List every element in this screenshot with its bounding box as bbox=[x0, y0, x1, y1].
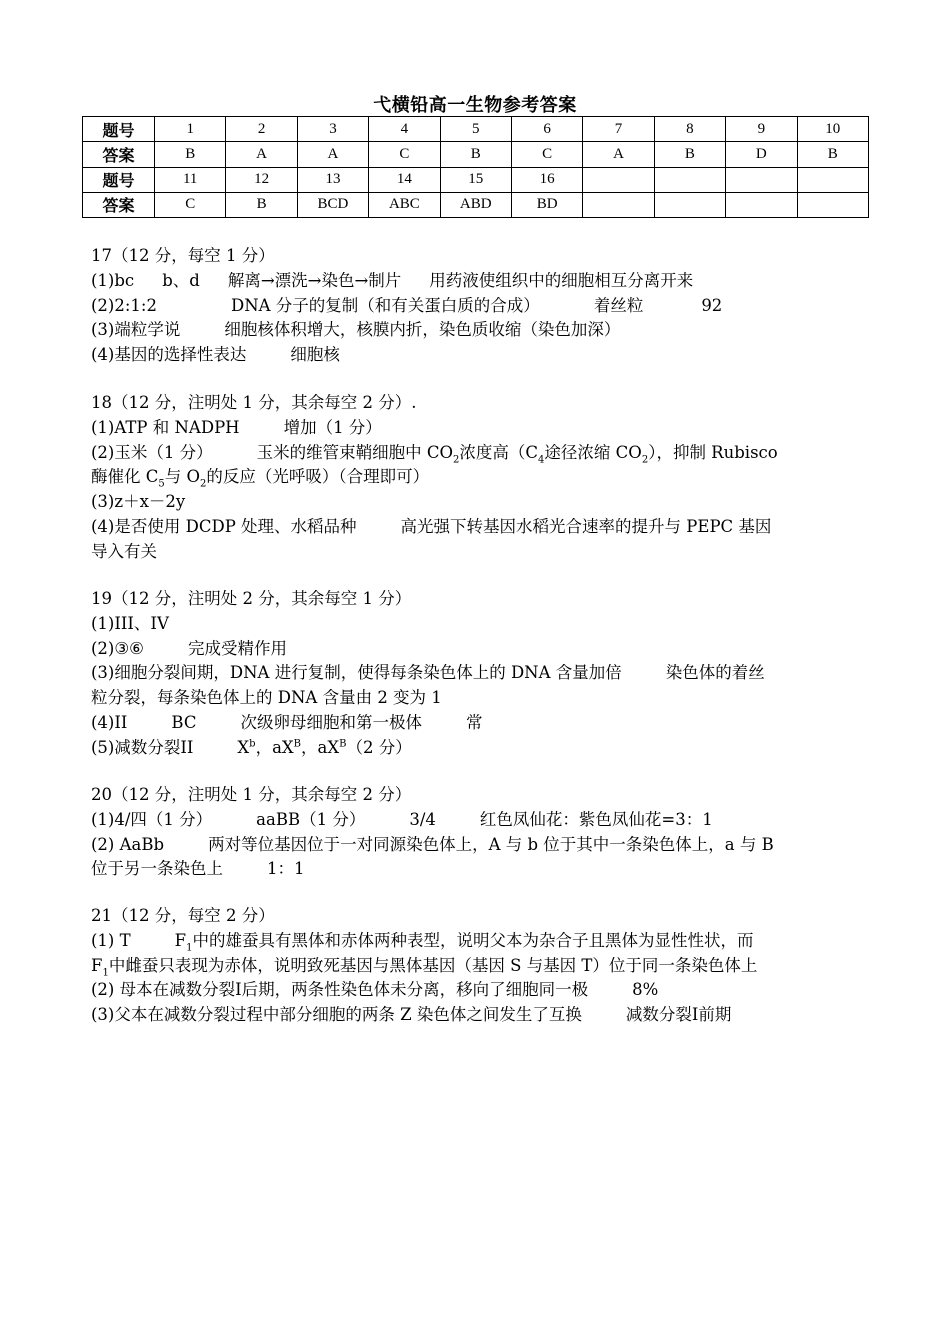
answer-21-3-b: 8% bbox=[632, 980, 659, 1000]
answer-17-3-b: 细胞核体积增大，核膜内折，染色质收缩（染色加深） bbox=[224, 320, 621, 340]
answer-19-line-3 bbox=[91, 661, 871, 686]
table-cell: B bbox=[797, 142, 868, 167]
answer-18-2-b: 玉米的维管束鞘细胞中 $CO_2$浓度高（$C_4$途径浓缩 $CO_2$），抑制 Rubisco bbox=[256, 442, 778, 465]
answer-21-heading: 21（12 分，每空 2 分） bbox=[91, 906, 275, 925]
table-cell: 16 bbox=[511, 167, 582, 192]
answer-18-line-3: 酶催化 $C_5$与 $O_2$的反应（光呼吸）（合理即可） bbox=[91, 467, 430, 490]
table-cell: 10 bbox=[797, 117, 868, 142]
answer-20-heading: 20（12 分，注明处 1 分，其余每空 2 分） bbox=[91, 785, 412, 804]
table-cell: A bbox=[583, 142, 654, 167]
table-cell: C bbox=[155, 192, 226, 217]
answer-17-4-a: (4)基因的选择性表达 bbox=[91, 345, 247, 365]
table-cell: ABC bbox=[369, 192, 440, 217]
answer-20-line-2 bbox=[91, 833, 871, 858]
table-cell: 5 bbox=[440, 117, 511, 142]
table-cell: 13 bbox=[297, 167, 368, 192]
answer-key-table bbox=[82, 116, 869, 218]
answer-19-5-a: (4)II bbox=[91, 712, 128, 732]
answer-20-3-b: 1：1 bbox=[267, 859, 305, 879]
table-cell bbox=[797, 192, 868, 217]
answer-18-line-6: 导入有关 bbox=[91, 541, 157, 561]
answer-19-line-5 bbox=[91, 711, 871, 736]
table-cell: B bbox=[226, 192, 297, 217]
answer-17-heading: 17（12 分，每空 1 分） bbox=[91, 246, 275, 265]
answer-18-heading: 18（12 分，注明处 1 分，其余每空 2 分）. bbox=[91, 393, 417, 412]
answer-19-line-4: 粒分裂，每条染色体上的 DNA 含量由 2 变为 1 bbox=[91, 688, 442, 708]
table-cell: 4 bbox=[369, 117, 440, 142]
answer-20-1-a: (1)4/四（1 分） bbox=[91, 809, 213, 829]
table-cell: B bbox=[654, 142, 725, 167]
answer-19-3-a: (3)细胞分裂间期，DNA 进行复制，使得每条染色体上的 DNA 含量加倍 bbox=[91, 663, 622, 683]
table-cell: ABD bbox=[440, 192, 511, 217]
table-cell: 6 bbox=[511, 117, 582, 142]
answer-19-5-c: 次级卵母细胞和第一极体 bbox=[240, 712, 422, 732]
answer-21 bbox=[91, 904, 871, 1028]
answer-17-2-d: 92 bbox=[701, 295, 723, 315]
answer-21-1-a: (1) T bbox=[91, 930, 131, 950]
table-cell bbox=[654, 167, 725, 192]
answer-18-line-2 bbox=[91, 441, 871, 466]
answer-17-1-a: (1)bc bbox=[91, 270, 135, 290]
row-label: 题号 bbox=[83, 117, 155, 142]
table-cell bbox=[583, 167, 654, 192]
answer-18-line-1 bbox=[91, 416, 871, 441]
answer-20-2-a: (2) AaBb bbox=[91, 834, 165, 854]
answer-21-3-a: (2) 母本在减数分裂Ⅰ后期，两条性染色体未分离，移向了细胞同一极 bbox=[91, 980, 589, 1000]
table-cell: 3 bbox=[297, 117, 368, 142]
answer-18-1-b: 增加（1 分） bbox=[283, 417, 382, 437]
answer-17-1-d: 用药液使组织中的细胞相互分离开来 bbox=[429, 270, 694, 290]
question-number-row-1 bbox=[83, 117, 869, 142]
answer-17-2-c: 着丝粒 bbox=[593, 295, 644, 315]
table-cell: 15 bbox=[440, 167, 511, 192]
table-cell: A bbox=[226, 142, 297, 167]
answer-18-5-a: (4)是否使用 DCDP 处理、水稻品种 bbox=[91, 516, 357, 536]
document-title: 弋横铅高一生物参考答案 bbox=[373, 95, 577, 116]
answer-18-line-4: (3)z＋x－2y bbox=[91, 492, 186, 512]
table-cell: B bbox=[155, 142, 226, 167]
table-cell: BCD bbox=[297, 192, 368, 217]
answer-19-2-b: 完成受精作用 bbox=[187, 638, 287, 658]
table-cell bbox=[797, 167, 868, 192]
table-cell bbox=[726, 167, 797, 192]
answer-20 bbox=[91, 783, 871, 882]
table-cell: 2 bbox=[226, 117, 297, 142]
answer-17-4-b: 细胞核 bbox=[290, 345, 340, 365]
table-cell: 7 bbox=[583, 117, 654, 142]
answer-21-line-3 bbox=[91, 978, 871, 1003]
answer-19-line-6 bbox=[91, 736, 871, 761]
answer-18-5-b: 高光强下转基因水稻光合速率的提升与 PEPC 基因 bbox=[400, 516, 772, 536]
table-cell: BD bbox=[511, 192, 582, 217]
answer-19-6-a: (5)减数分裂II bbox=[91, 737, 194, 757]
answer-21-4-a: (3)父本在减数分裂过程中部分细胞的两条 Z 染色体之间发生了互换 bbox=[91, 1005, 582, 1025]
answer-21-line-4 bbox=[91, 1003, 871, 1028]
answer-19-line-1: (1)III、IV bbox=[91, 613, 169, 633]
answer-20-1-d: 红色凤仙花：紫色凤仙花=3：1 bbox=[479, 809, 713, 829]
table-cell: 8 bbox=[654, 117, 725, 142]
table-cell: C bbox=[369, 142, 440, 167]
answer-17-line-4 bbox=[91, 343, 871, 368]
answer-19-6-b: $X^b$，$aX^B$，$aX^B(2$ 分） bbox=[237, 737, 412, 757]
answer-20-line-1 bbox=[91, 808, 871, 833]
table-cell: 11 bbox=[155, 167, 226, 192]
answer-18-line-5 bbox=[91, 515, 871, 540]
answer-20-1-b: aaBB（1 分） bbox=[256, 809, 366, 829]
answer-18-2-a: (2)玉米（1 分） bbox=[91, 442, 213, 462]
answer-19 bbox=[91, 587, 871, 761]
table-cell: 14 bbox=[369, 167, 440, 192]
table-cell bbox=[726, 192, 797, 217]
answer-20-1-c: 3/4 bbox=[409, 809, 436, 829]
answer-17 bbox=[91, 244, 871, 368]
answer-20-2-b: 两对等位基因位于一对同源染色体上，A 与 b 位于其中一条染色体上，a 与 B bbox=[208, 834, 774, 854]
answer-17-3-a: (3)端粒学说 bbox=[91, 320, 181, 340]
row-label: 题号 bbox=[83, 167, 155, 192]
answer-19-5-d: 常 bbox=[465, 712, 483, 732]
table-cell: C bbox=[511, 142, 582, 167]
answer-17-1-c: 解离→漂洗→染色→制片 bbox=[227, 270, 402, 290]
answer-17-1-b: b、d bbox=[162, 270, 200, 290]
answer-17-2-b: DNA 分子的复制（和有关蛋白质的合成） bbox=[230, 295, 540, 315]
answer-row-2 bbox=[83, 192, 869, 217]
answer-21-4-b: 减数分裂Ⅰ前期 bbox=[625, 1005, 732, 1025]
row-label: 答案 bbox=[83, 192, 155, 217]
table-cell bbox=[583, 192, 654, 217]
answer-21-line-2: $F_1$中雌蚕只表现为赤体，说明致死基因与黑体基因（基因 S 与基因 T）位于同一条染色体上 bbox=[91, 955, 758, 978]
answer-21-1-b: $F_1$中的雄蚕具有黑体和赤体两种表型，说明父本为杂合子且黑体为显性性状，而 bbox=[174, 930, 754, 954]
answer-18-1-a: (1)ATP 和 NADPH bbox=[91, 417, 240, 437]
answer-18 bbox=[91, 391, 871, 565]
table-cell: 9 bbox=[726, 117, 797, 142]
table-cell: D bbox=[726, 142, 797, 167]
answer-19-heading: 19（12 分，注明处 2 分，其余每空 1 分） bbox=[91, 589, 412, 608]
table-cell: 12 bbox=[226, 167, 297, 192]
answer-17-line-2 bbox=[91, 294, 871, 319]
table-cell: 1 bbox=[155, 117, 226, 142]
answer-19-2-a: (2)③⑥ bbox=[91, 638, 144, 658]
answer-20-line-3 bbox=[91, 857, 871, 882]
table-cell: B bbox=[440, 142, 511, 167]
table-cell: A bbox=[297, 142, 368, 167]
answer-19-3-b: 染色体的着丝 bbox=[665, 663, 765, 683]
answer-21-line-1 bbox=[91, 929, 871, 954]
answer-19-5-b: BC bbox=[171, 712, 197, 732]
answer-20-3-a: 位于另一条染色上 bbox=[91, 859, 223, 879]
answer-row-1 bbox=[83, 142, 869, 167]
answer-17-2-a: (2)2:1:2 bbox=[91, 295, 157, 315]
table-cell bbox=[654, 192, 725, 217]
answer-17-line-3 bbox=[91, 318, 871, 343]
question-number-row-2 bbox=[83, 167, 869, 192]
row-label: 答案 bbox=[83, 142, 155, 167]
answer-19-line-2 bbox=[91, 637, 871, 662]
answer-17-line-1 bbox=[91, 269, 871, 294]
